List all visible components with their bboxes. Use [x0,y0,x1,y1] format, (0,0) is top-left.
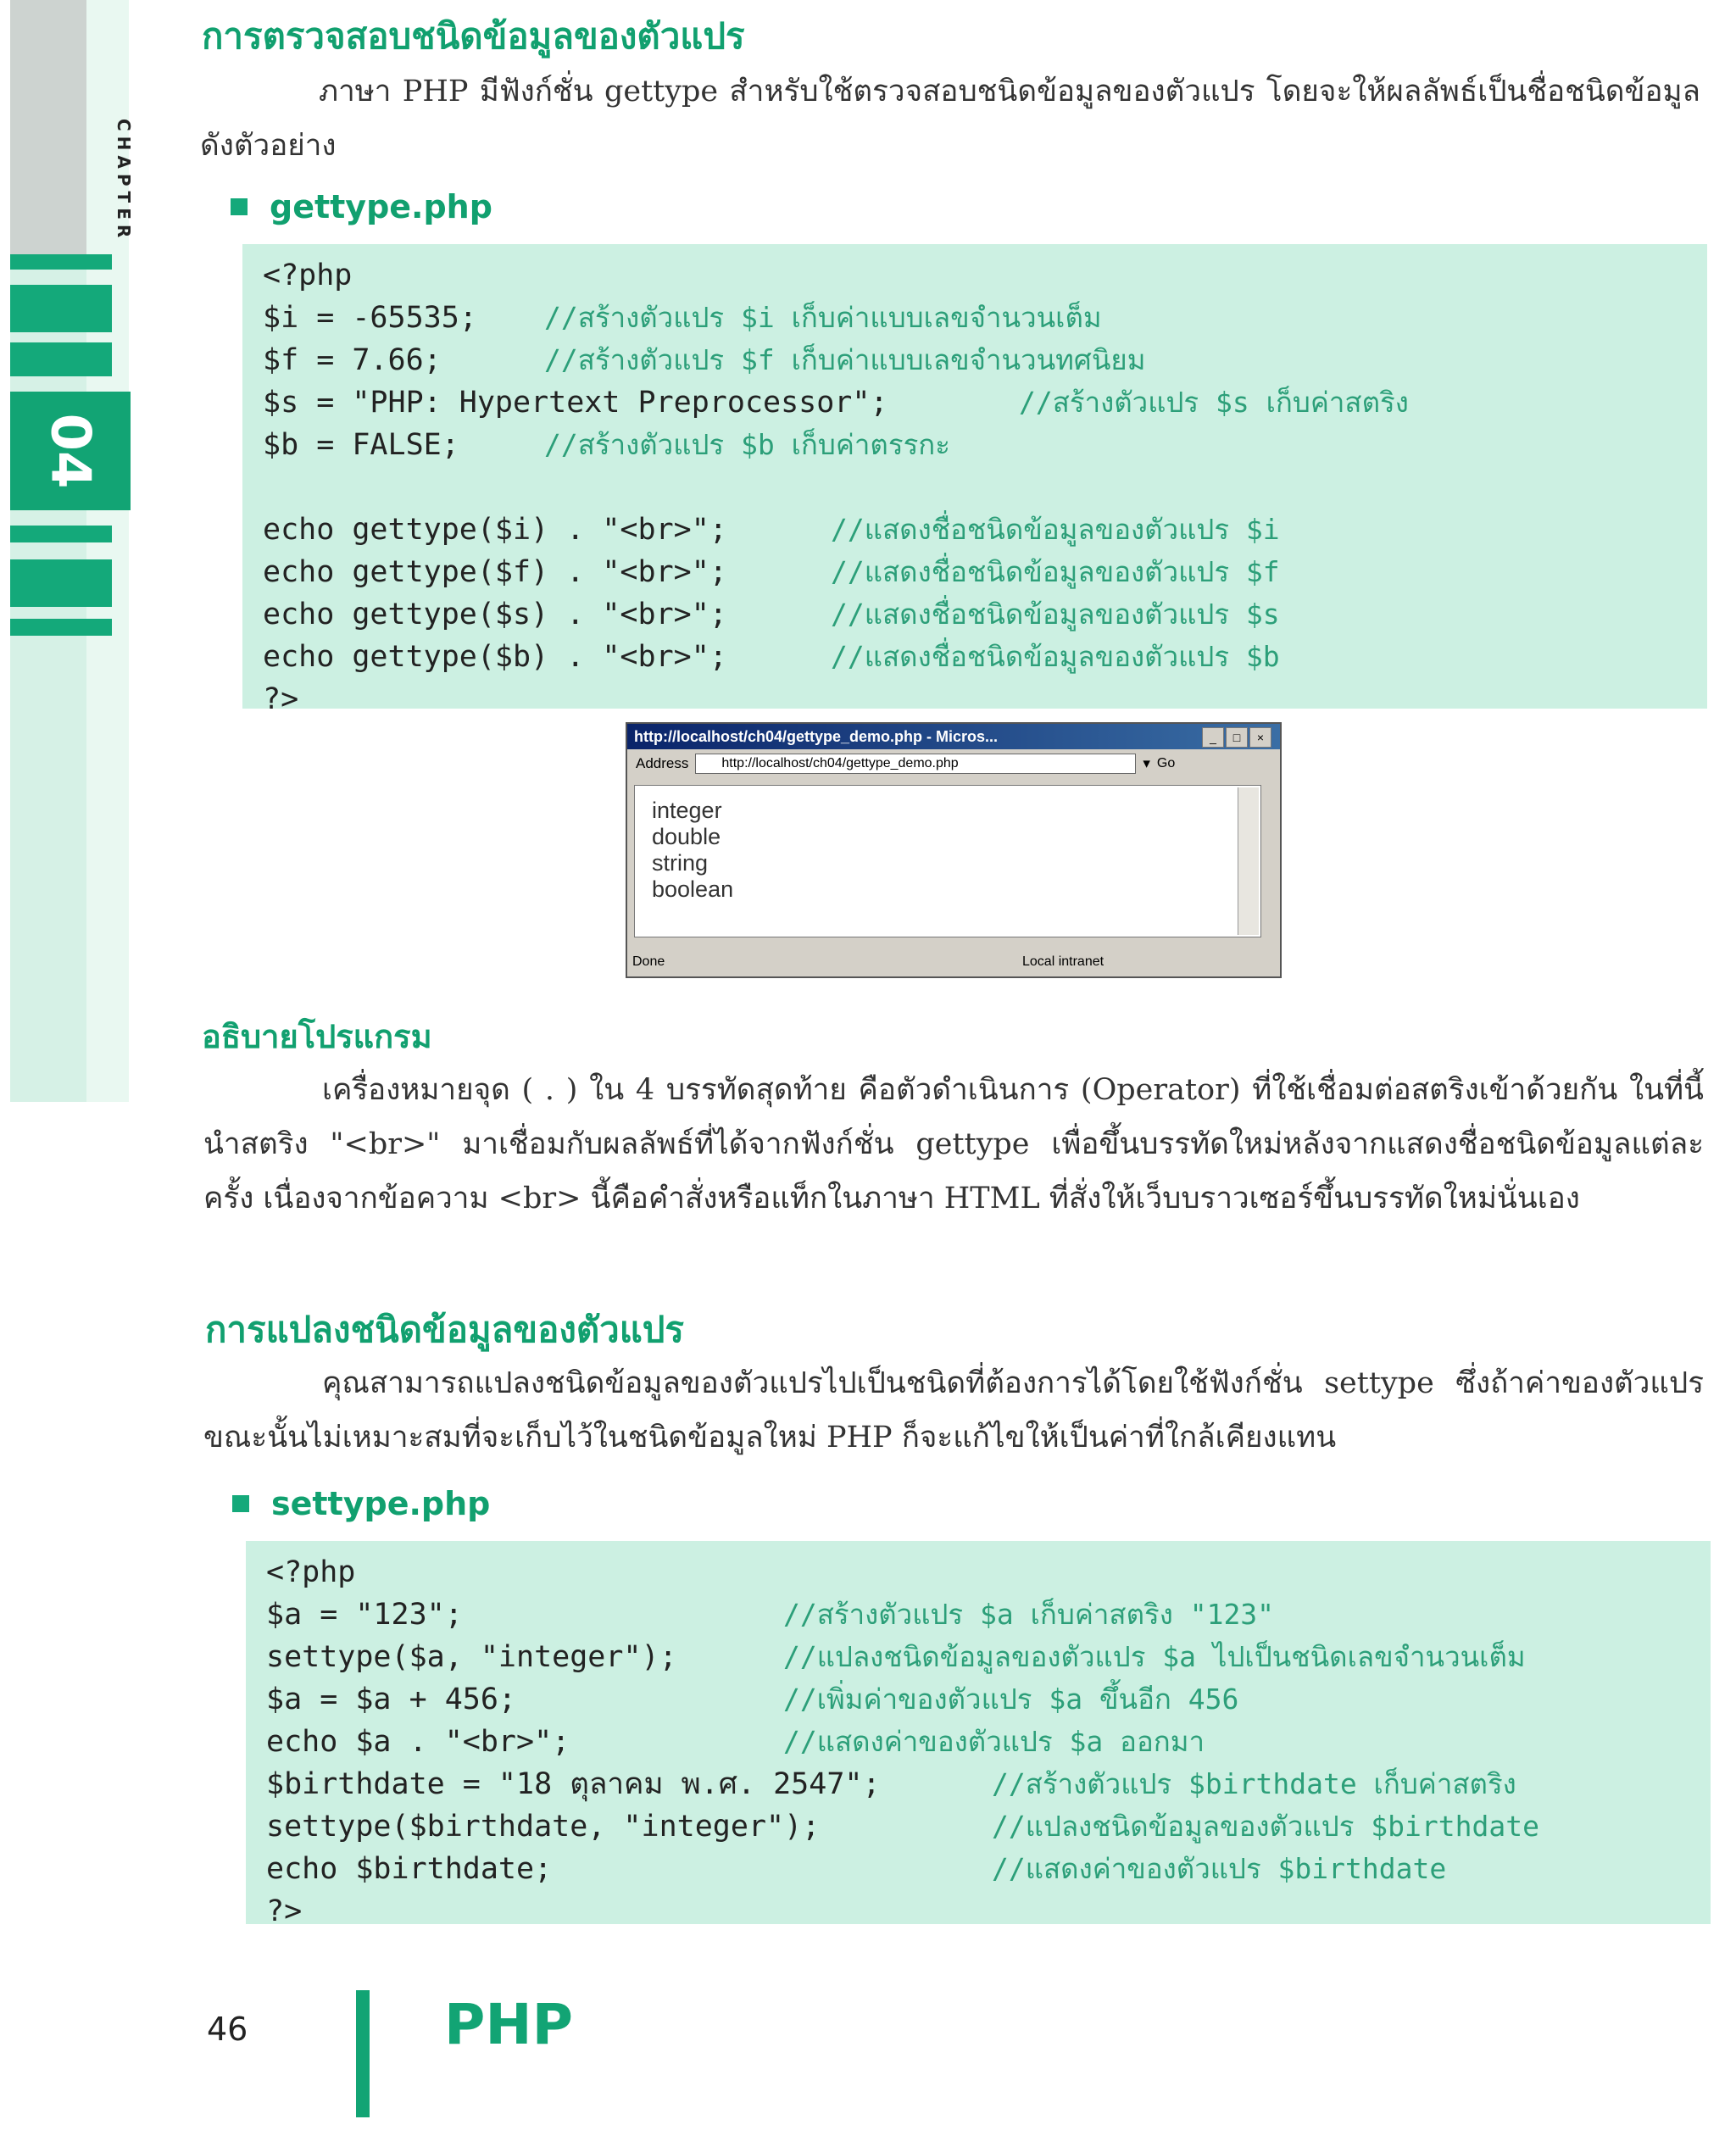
code-line [266,1636,1711,1678]
code-line [266,1594,1711,1636]
code-text: echo gettype($b) . "<br>"; [263,640,727,674]
browser-title: http://localhost/ch04/gettype_demo.php - Micros... [634,727,999,745]
code-comment: //แปลงชนิดข้อมูลของตัวแปร $a ไปเป็นชนิดเลขจำนวนเต็ม [783,1640,1526,1673]
chapter-number: 04 [39,413,102,489]
address-bar [627,749,1280,778]
file-label-text: settype.php [271,1485,491,1522]
code-line [266,1848,1711,1890]
footer-divider [356,1990,370,2117]
code-line [266,1678,1711,1721]
sidebar-stripe [10,526,112,542]
chapter-number-tab [10,392,131,510]
browser-window [626,722,1282,978]
code-text: ?> [266,1894,303,1928]
address-label: Address [636,755,689,771]
code-text: $a = $a + 456; [266,1683,517,1716]
code-text: $b = FALSE; [263,428,459,462]
code-comment: //แปลงชนิดข้อมูลของตัวแปร $birthdate [992,1810,1539,1843]
minimize-icon[interactable]: _ [1202,727,1224,748]
code-line [263,678,1707,720]
footer-brand: PHP [444,1992,573,2057]
code-comment: //เพิ่มค่าของตัวแปร $a ขึ้นอีก 456 [783,1683,1239,1716]
status-bar [632,951,1277,973]
vertical-scrollbar[interactable] [1238,787,1259,935]
code-comment: //แสดงชื่อชนิดข้อมูลของตัวแปร $b [831,640,1280,673]
code-text: echo gettype($i) . "<br>"; [263,513,727,547]
output-line: double [652,824,721,849]
sidebar-stripe [10,342,112,376]
code-text: $f = 7.66; [263,343,442,377]
file-label-gettype [231,188,492,225]
sidebar-stripe [10,285,112,332]
maximize-icon[interactable]: □ [1226,727,1248,748]
code-block-gettype [242,244,1707,716]
code-text: settype($a, "integer"); [266,1640,677,1674]
code-comment: //แสดงชื่อชนิดข้อมูลของตัวแปร $f [831,555,1280,588]
address-input[interactable]: http://localhost/ch04/gettype_demo.php [695,754,1136,774]
code-line [263,381,1707,424]
code-comment: //สร้างตัวแปร $s เก็บค่าสตริง [1019,386,1409,419]
sidebar-stripe [10,254,112,270]
code-line [263,551,1707,593]
output-line: boolean [652,876,734,902]
section-heading-gettype: การตรวจสอบชนิดข้อมูลของตัวแปร [202,15,745,57]
code-line [263,254,1707,297]
code-line [263,339,1707,381]
code-line [266,1805,1711,1848]
code-text: $s = "PHP: Hypertext Preprocessor"; [263,386,888,420]
section-heading-settype: การแปลงชนิดข้อมูลของตัวแปร [205,1309,684,1350]
code-comment: //สร้างตัวแปร $i เก็บค่าแบบเลขจำนวนเต็ม [544,301,1102,334]
code-line [266,1763,1711,1805]
code-comment: //สร้างตัวแปร $a เก็บค่าสตริง "123" [783,1598,1275,1631]
code-line [263,424,1707,466]
code-comment: //สร้างตัวแปร $f เก็บค่าแบบเลขจำนวนทศนิยม [544,343,1146,376]
sidebar-stripe [10,619,112,636]
code-text: echo $birthdate; [266,1852,553,1886]
output-line: integer [652,798,722,823]
code-text: ?> [263,682,299,716]
code-comment: //แสดงค่าของตัวแปร $birthdate [992,1852,1447,1885]
code-line [263,593,1707,636]
code-comment: //สร้างตัวแปร $b เก็บค่าตรรกะ [544,428,951,461]
output-line: string [652,850,709,876]
code-text: settype($birthdate, "integer"); [266,1810,821,1844]
sidebar-stripe [10,559,112,607]
code-line [266,1890,1711,1933]
chapter-sidebar [10,0,134,1102]
section-paragraph-gettype: ภาษา PHP มีฟังก์ชั่น gettype สำหรับใช้ตรวจสอบชนิดข้อมูลของตัวแปร โดยจะให้ผลลัพธ์เป็นชื่อชนิดข้อมูล ดังตัวอย่าง [200,75,1700,163]
code-text: <?php [263,259,353,292]
code-line [266,1721,1711,1763]
code-text: $i = -65535; [263,301,477,335]
address-dropdown-icon[interactable]: ▾ [1143,755,1150,771]
file-label-settype [232,1485,490,1522]
explain-paragraph: เครื่องหมายจุด ( . ) ใน 4 บรรทัดสุดท้าย คือตัวดำเนินการ (Operator) ที่ใช้เชื่อมต่อสตริงเข้าด้วยกัน ในที่นี้นำสตริง "<br>" มาเชื่อมกับผลลัพธ์ที่ได้จากฟังก์ชั่น gettype เพื่อขึ้นบรรทัดใหม่หลังจากแสดงชื่อชนิดข้อมูลแต่ละครั้ง เนื่องจากข้อความ <br> นี้คือคำสั่งหรือแท็กในภาษา HTML ที่สั่งให้เว็บบราวเซอร์ขึ้นบรรทัดใหม่นั่นเอง [203,1073,1704,1215]
code-line [263,636,1707,678]
code-comment: //สร้างตัวแปร $birthdate เก็บค่าสตริง [992,1767,1516,1800]
code-text: $birthdate = "18 ตุลาคม พ.ศ. 2547"; [266,1767,881,1801]
browser-viewport [634,785,1261,937]
code-line [266,1551,1711,1594]
code-text: <?php [266,1555,356,1589]
close-icon[interactable]: × [1249,727,1271,748]
code-comment: //แสดงค่าของตัวแปร $a ออกมา [783,1725,1205,1758]
chapter-word: CHAPTER [114,119,134,243]
file-label-text: gettype.php [270,188,492,225]
status-zone: Local intranet [1022,954,1104,969]
code-line [263,509,1707,551]
code-text: echo $a . "<br>"; [266,1725,570,1759]
bullet-square-icon [231,198,248,215]
code-block-settype [246,1541,1711,1928]
status-done: Done [632,954,665,969]
bullet-square-icon [232,1495,249,1512]
code-comment: //แสดงชื่อชนิดข้อมูลของตัวแปร $s [831,598,1280,631]
code-line [263,466,1707,509]
code-text: echo gettype($s) . "<br>"; [263,598,727,631]
browser-titlebar [627,724,1280,749]
code-text: echo gettype($f) . "<br>"; [263,555,727,589]
go-button[interactable]: Go [1156,756,1176,770]
sidebar-grey-block [10,0,86,254]
explain-heading: อธิบายโปรแกรม [202,1018,432,1055]
code-text: $a = "123"; [266,1598,463,1632]
section-paragraph-settype: คุณสามารถแปลงชนิดข้อมูลของตัวแปรไปเป็นชนิดที่ต้องการได้โดยใช้ฟังก์ชั่น settype ซึ่งถ้าค่าของตัวแปรขณะนั้นไม่เหมาะสมที่จะเก็บไว้ในชนิดข้อมูลใหม่ PHP ก็จะแก้ไขให้เป็นค่าที่ใกล้เคียงแทน [203,1366,1704,1455]
code-comment: //แสดงชื่อชนิดข้อมูลของตัวแปร $i [831,513,1280,546]
page-number: 46 [207,2011,248,2048]
code-line [263,297,1707,339]
